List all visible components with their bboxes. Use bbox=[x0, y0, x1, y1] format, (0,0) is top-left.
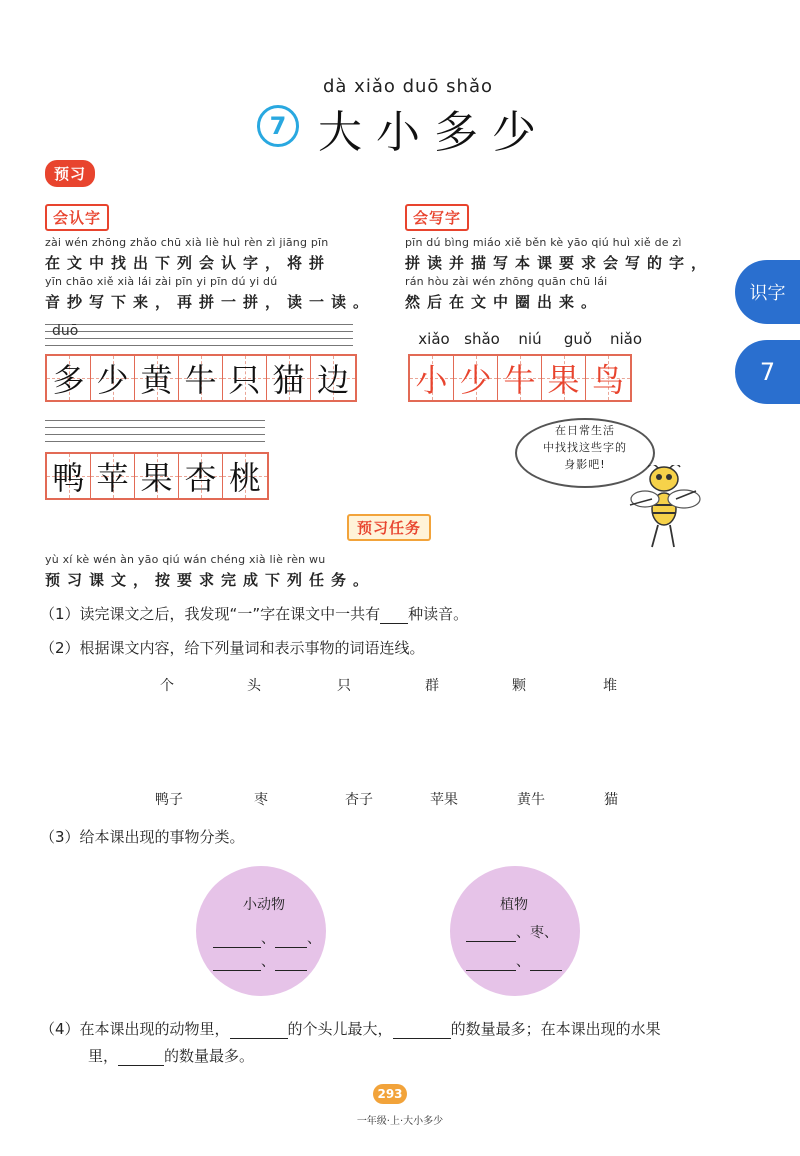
char-cell: 鸭 bbox=[47, 454, 91, 498]
char-cell: 猫 bbox=[267, 356, 311, 400]
char-cell: 边 bbox=[311, 356, 355, 400]
read-section-label: 会认字 bbox=[45, 204, 109, 231]
plants-blanks-row-2: 、 bbox=[466, 951, 562, 971]
footer-caption: 一年级·上·大小多少 bbox=[356, 1116, 444, 1127]
write-section-label: 会写字 bbox=[405, 204, 469, 231]
q4-most-fruit-blank[interactable] bbox=[118, 1047, 164, 1066]
animals-blanks-row-2: 、 bbox=[213, 951, 307, 971]
read-instruction-pinyin-2: yīn chāo xiě xià lái zài pīn yi pīn dú yi dú bbox=[45, 275, 278, 288]
measure-word[interactable]: 堆 bbox=[603, 678, 617, 694]
read-instruction-1: 在文中找出下列会认字，将拼 bbox=[45, 254, 332, 272]
char-pinyin: guǒ bbox=[563, 330, 593, 348]
write-instruction-pinyin-2: rán hòu zài wén zhōng quān chū lái bbox=[405, 275, 608, 288]
title-pinyin: dà xiǎo duō shǎo bbox=[323, 76, 493, 97]
question-1: （1）读完课文之后，我发现“一”字在课文中一共有 种读音。 bbox=[40, 605, 469, 623]
char-cell: 杏 bbox=[179, 454, 223, 498]
side-tab-lesson[interactable]: 7 bbox=[735, 340, 800, 404]
noun-word[interactable]: 枣 bbox=[254, 792, 268, 808]
plant-given-answer: 枣 bbox=[530, 925, 544, 941]
measure-word[interactable]: 群 bbox=[425, 678, 439, 694]
read-char-grid-1 bbox=[45, 354, 357, 402]
write-instruction-1: 拼读并描写本课要求会写的字， bbox=[405, 254, 714, 272]
task-section-label: 预习任务 bbox=[347, 514, 431, 541]
write-instruction-2: 然后在文中圈出来。 bbox=[405, 293, 604, 311]
question-2: （2）根据课文内容，给下列量词和表示事物的词语连线。 bbox=[40, 639, 425, 657]
read-instruction-2: 音抄写下来，再拼一拼，读一读。 bbox=[45, 293, 376, 311]
read-instruction-pinyin-1: zài wén zhōng zhǎo chū xià liè huì rèn zì jiāng pīn bbox=[45, 236, 329, 249]
trace-char-cell[interactable]: 小 bbox=[410, 356, 454, 400]
plant-answer-blank[interactable] bbox=[466, 954, 516, 971]
animal-answer-blank[interactable] bbox=[275, 954, 307, 971]
char-pinyin: shǎo bbox=[464, 330, 500, 348]
q1-answer-blank[interactable] bbox=[380, 605, 408, 624]
pinyin-writing-lines-2[interactable] bbox=[45, 420, 265, 442]
q4-most-animal-blank[interactable] bbox=[393, 1020, 451, 1039]
animal-answer-blank[interactable] bbox=[213, 931, 261, 948]
char-cell: 苹 bbox=[91, 454, 135, 498]
animals-blanks-row-1: 、 、 bbox=[213, 928, 321, 948]
row1-pinyin-example: duō bbox=[52, 323, 79, 339]
char-cell: 少 bbox=[91, 356, 135, 400]
plants-circle-title: 植物 bbox=[500, 897, 528, 913]
q4-biggest-animal-blank[interactable] bbox=[230, 1020, 288, 1039]
noun-word[interactable]: 鸭子 bbox=[155, 792, 183, 808]
char-pinyin: niǎo bbox=[609, 330, 643, 348]
char-cell: 多 bbox=[47, 356, 91, 400]
trace-char-cell[interactable]: 鸟 bbox=[586, 356, 630, 400]
noun-word[interactable]: 杏子 bbox=[345, 792, 373, 808]
question-4-line-1: （4）在本课出现的动物里， 的个头儿最大， 的数量最多；在本课出现的水果 bbox=[40, 1020, 661, 1038]
task-instruction-pinyin: yù xí kè wén àn yāo qiú wán chéng xià liè rèn wu bbox=[45, 553, 326, 566]
noun-word[interactable]: 黄牛 bbox=[517, 792, 545, 808]
trace-char-cell[interactable]: 果 bbox=[542, 356, 586, 400]
question-4-line-2: 里， 的数量最多。 bbox=[88, 1047, 255, 1065]
char-pinyin: xiǎo bbox=[418, 330, 450, 348]
write-chars-pinyin bbox=[410, 330, 650, 348]
page-title: 大小多少 bbox=[318, 107, 550, 158]
char-cell: 桃 bbox=[223, 454, 267, 498]
animal-answer-blank[interactable] bbox=[275, 931, 307, 948]
speech-bubble: 在日常生活 中找找这些字的 身影吧! bbox=[515, 418, 655, 488]
char-pinyin: niú bbox=[518, 330, 542, 348]
animals-circle-title: 小动物 bbox=[243, 897, 285, 913]
read-char-grid-2 bbox=[45, 452, 269, 500]
plants-blanks-row-1: 、枣、 bbox=[466, 922, 558, 942]
noun-word[interactable]: 猫 bbox=[604, 792, 618, 808]
measure-word[interactable]: 只 bbox=[337, 678, 351, 694]
char-cell: 牛 bbox=[179, 356, 223, 400]
page-number: 293 bbox=[373, 1084, 407, 1104]
side-tab-topic[interactable]: 识字 bbox=[735, 260, 800, 324]
write-instruction-pinyin-1: pīn dú bìng miáo xiě běn kè yāo qiú huì xiě de zì bbox=[405, 236, 682, 249]
char-cell: 黄 bbox=[135, 356, 179, 400]
measure-word[interactable]: 头 bbox=[247, 678, 261, 694]
noun-word[interactable]: 苹果 bbox=[430, 792, 458, 808]
char-cell: 果 bbox=[135, 454, 179, 498]
trace-char-cell[interactable]: 少 bbox=[454, 356, 498, 400]
lesson-number-badge: 7 bbox=[257, 105, 299, 147]
write-char-grid[interactable] bbox=[408, 354, 632, 402]
question-3: （3）给本课出现的事物分类。 bbox=[40, 828, 245, 846]
animal-answer-blank[interactable] bbox=[213, 954, 261, 971]
plant-answer-blank[interactable] bbox=[466, 925, 516, 942]
task-instruction: 预习课文，按要求完成下列任务。 bbox=[45, 571, 376, 589]
preview-badge: 预习 bbox=[45, 160, 95, 187]
char-cell: 只 bbox=[223, 356, 267, 400]
pinyin-writing-lines-1[interactable] bbox=[45, 324, 353, 346]
plant-answer-blank[interactable] bbox=[530, 954, 562, 971]
measure-word[interactable]: 颗 bbox=[512, 678, 526, 694]
trace-char-cell[interactable]: 牛 bbox=[498, 356, 542, 400]
bee-mascot-icon bbox=[612, 465, 712, 560]
measure-word[interactable]: 个 bbox=[160, 678, 174, 694]
